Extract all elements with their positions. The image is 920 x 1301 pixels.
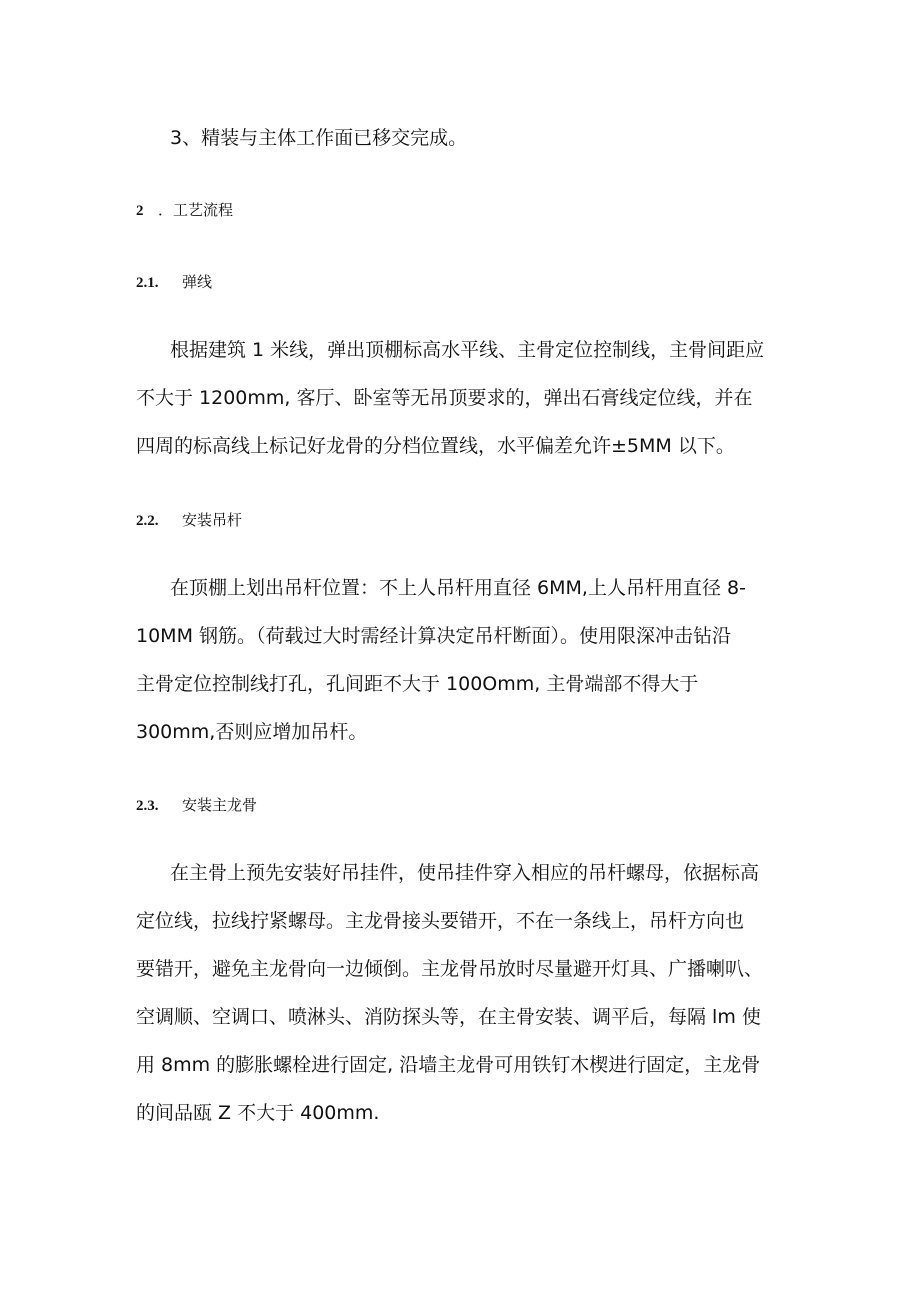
section-number: 2.1.: [136, 275, 159, 291]
paragraph-line: 不大于 1200mm, 客厅、卧室等无吊顶要求的，弹出石膏线定位线，并在: [136, 387, 753, 409]
paragraph-line: 空调顺、空调口、喷淋头、消防探头等，在主骨安装、调平后，每隔 lm 使: [136, 1006, 761, 1028]
section-title: ．工艺流程: [158, 201, 234, 219]
paragraph-line: 在顶棚上划出吊杆位置：不上人吊杆用直径 6MM,上人吊杆用直径 8-: [170, 577, 746, 599]
section-2-1-paragraph: [136, 338, 796, 482]
paragraph-line: 根据建筑 1 米线，弹出顶棚标高水平线、主骨定位控制线，主骨间距应: [170, 339, 765, 361]
section-2-3-paragraph: [136, 861, 796, 1149]
section-title: 安装吊杆: [182, 511, 243, 529]
section-title: 安装主龙骨: [182, 796, 258, 814]
section-title: 弹线: [182, 273, 213, 291]
section-2-3-heading: [136, 795, 257, 816]
paragraph-line: 300mm,否则应增加吊杆。: [136, 721, 368, 743]
paragraph-line: 要错开，避免主龙骨向一边倾倒。主龙骨吊放时尽量避开灯具、广播喇叭、: [136, 958, 764, 980]
section-number: 2.2.: [136, 513, 159, 529]
section-2-1-heading: [136, 272, 212, 293]
item-3-text: 3、精装与主体工作面已移交完成。: [170, 127, 468, 149]
paragraph-line: 用 8mm 的膨胀螺栓进行固定, 沿墙主龙骨可用铁钉木楔进行固定，主龙骨: [136, 1054, 761, 1076]
paragraph-line: 主骨定位控制线打孔，孔间距不大于 100Omm, 主骨端部不得大于: [136, 673, 699, 695]
section-2-2-paragraph: [136, 576, 796, 768]
paragraph-line: 四周的标高线上标记好龙骨的分档位置线，水平偏差允许±5MM 以下。: [136, 435, 735, 457]
paragraph-line: 定位线，拉线拧紧螺母。主龙骨接头要错开，不在一条线上，吊杆方向也: [136, 910, 745, 932]
paragraph-line: 的间品瓯 Z 不大于 400mm.: [136, 1102, 380, 1124]
section-number: 2: [136, 203, 144, 219]
paragraph-line: 10MM 钢筋。（荷载过大时需经计算决定吊杆断面）。使用限深冲击钻沿: [136, 625, 732, 647]
paragraph-line: 在主骨上预先安装好吊挂件，使吊挂件穿入相应的吊杆螺母，依据标高: [170, 862, 760, 884]
section-number: 2.3.: [136, 798, 159, 814]
section-2-2-heading: [136, 510, 242, 531]
section-2-heading: [136, 200, 233, 221]
